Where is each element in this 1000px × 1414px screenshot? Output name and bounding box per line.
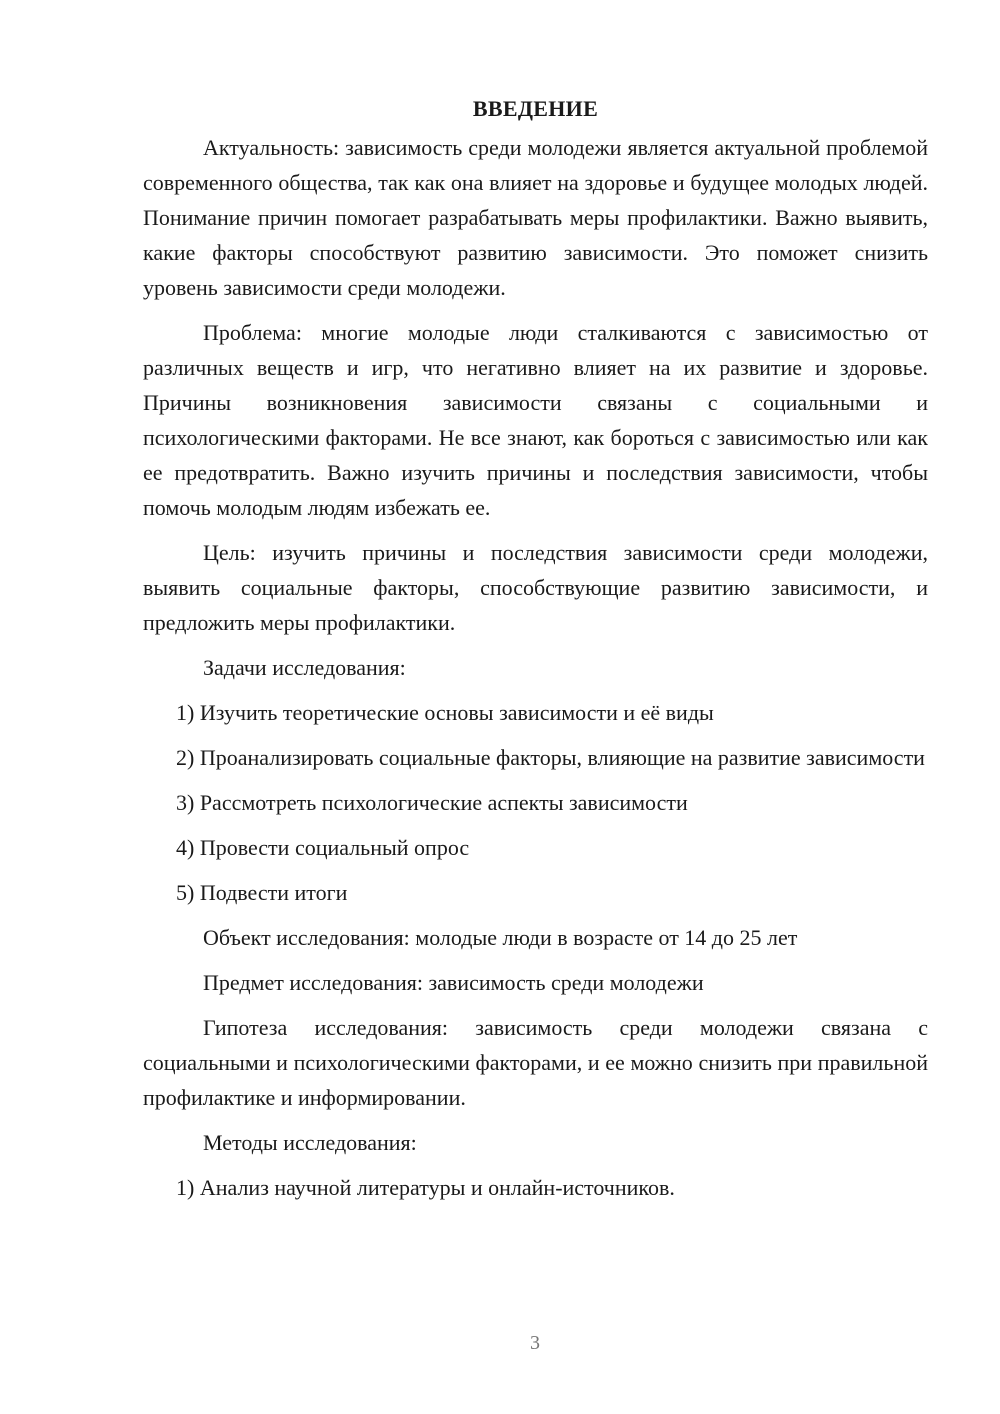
task-item: 5) Подвести итоги (176, 880, 348, 905)
task-item: 1) Изучить теоретические основы зависимости и её виды (176, 700, 714, 725)
method-item: 1) Анализ научной литературы и онлайн-источников. (176, 1175, 675, 1200)
problem-paragraph: Проблема: многие молодые люди сталкиваются с зависимостью от различных веществ и игр, что негативно влияет на их развитие и здоровье. Причины возникновения зависимости связаны с социальными и психологическими факторами. Не все знают, как бороться с зависимостью или как ее предотвратить. Важно изучить причины и последствия зависимости, чтобы помочь молодым людям избежать ее. (143, 320, 928, 520)
page-number: 3 (530, 1332, 540, 1354)
task-item: 4) Провести социальный опрос (176, 835, 470, 860)
task-item: 2) Проанализировать социальные факторы, влияющие на развитие зависимости (176, 745, 925, 770)
methods-heading: Методы исследования: (203, 1130, 417, 1155)
goal-paragraph: Цель: изучить причины и последствия зависимости среди молодежи, выявить социальные факторы, способствующие развитию зависимости, и предложить меры профилактики. (143, 540, 928, 635)
task-item: 3) Рассмотреть психологические аспекты зависимости (176, 790, 688, 815)
document-page (143, 94, 928, 1215)
relevance-paragraph: Актуальность: зависимость среди молодежи является актуальной проблемой современного общества, так как она влияет на здоровье и будущее молодых людей. Понимание причин помогает разрабатывать меры профилактики. Важно выявить, какие факторы способствуют развитию зависимости. Это поможет снизить уровень зависимости среди молодежи. (143, 135, 928, 300)
subject-line: Предмет исследования: зависимость среди молодежи (203, 970, 704, 995)
tasks-heading: Задачи исследования: (203, 655, 406, 680)
hypothesis-paragraph: Гипотеза исследования: зависимость среди молодежи связана с социальными и психологическими факторами, и ее можно снизить при правильной профилактике и информировании. (143, 1015, 928, 1110)
object-line: Объект исследования: молодые люди в возрасте от 14 до 25 лет (203, 925, 798, 950)
section-title: ВВЕДЕНИЕ (472, 96, 599, 121)
